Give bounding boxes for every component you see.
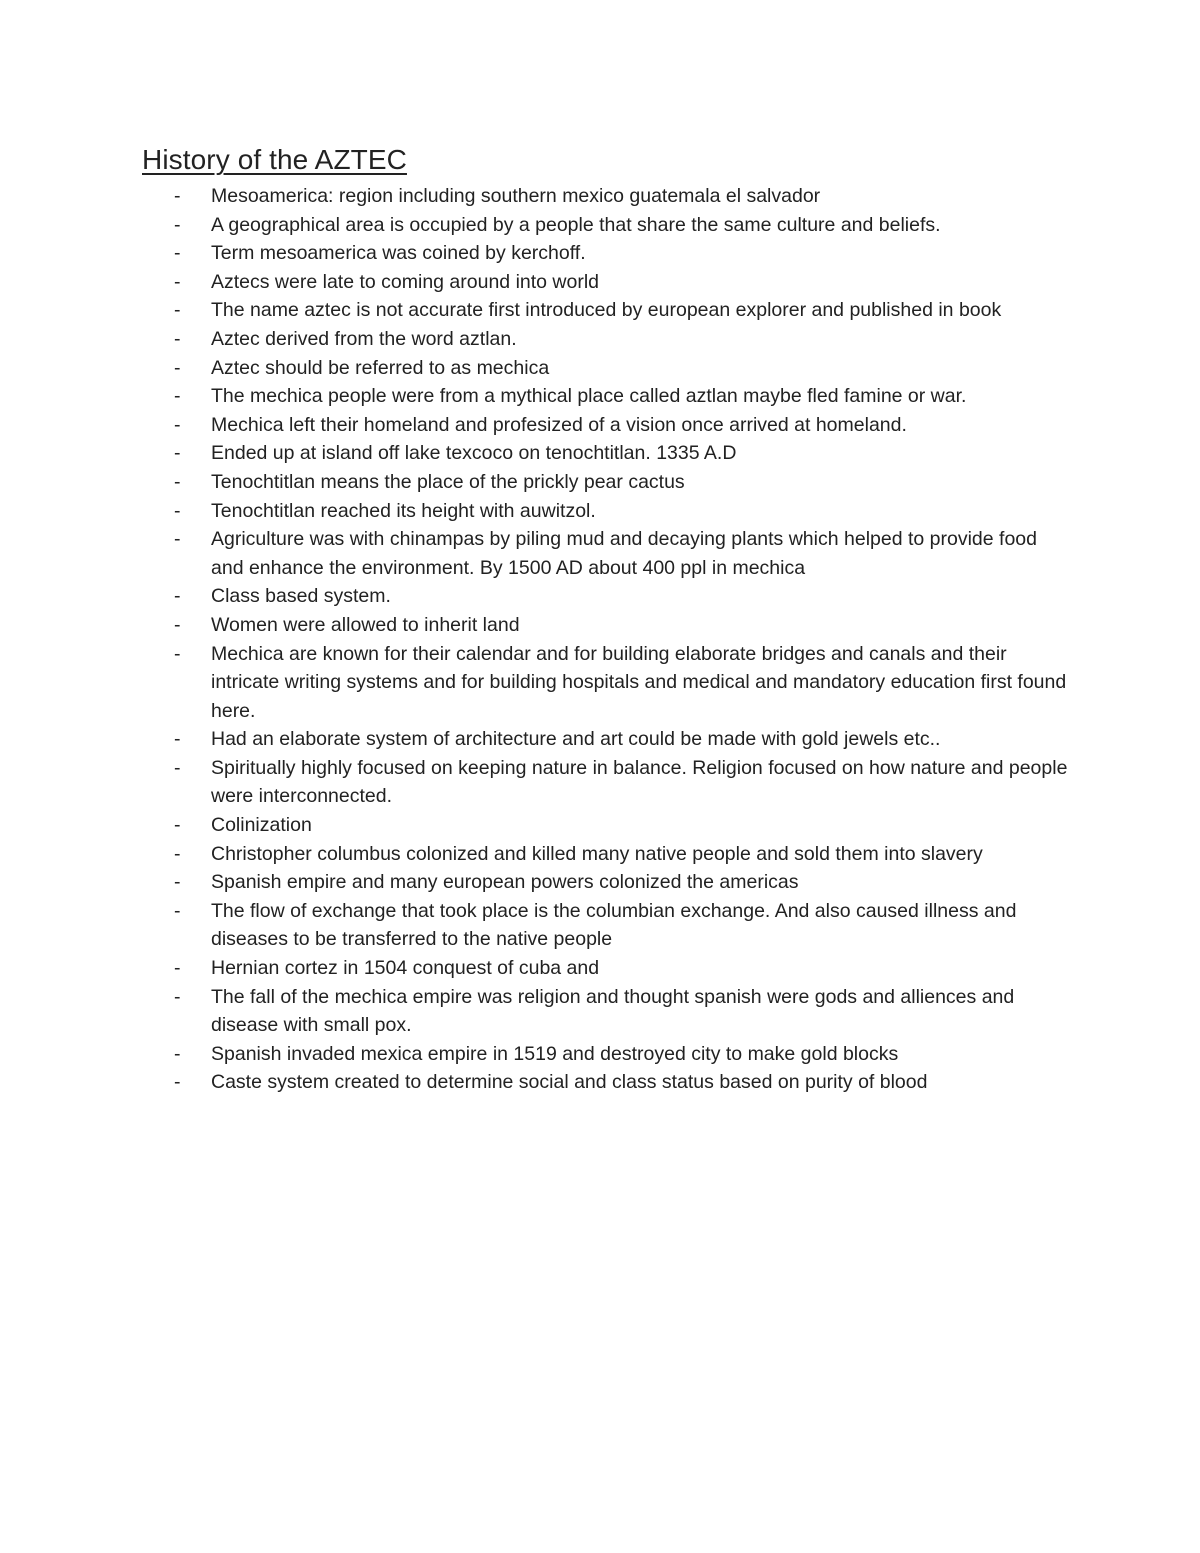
- bullet-dash: -: [174, 871, 181, 894]
- list-item-text: A geographical area is occupied by a people that share the same culture and beliefs.: [211, 213, 941, 236]
- list-item-text: Colinization: [211, 814, 312, 837]
- list-item-text: Christopher columbus colonized and killed many native people and sold them into slavery: [211, 842, 983, 865]
- list-item: [142, 725, 1072, 754]
- list-item-text: Term mesoamerica was coined by kerchoff.: [211, 242, 586, 265]
- list-item: [142, 325, 1072, 354]
- list-item-text: Caste system created to determine social and class status based on purity of blood: [211, 1071, 928, 1094]
- bullet-dash: -: [174, 270, 181, 293]
- list-item: [142, 1040, 1072, 1069]
- bullet-dash: -: [174, 528, 181, 551]
- bullet-dash: -: [174, 299, 181, 322]
- list-item-text: Tenochtitlan reached its height with auwitzol.: [211, 499, 596, 522]
- bullet-dash: -: [174, 613, 181, 636]
- bullet-dash: -: [174, 1042, 181, 1065]
- list-item-text: Women were allowed to inherit land: [211, 613, 520, 636]
- list-item-text: The name aztec is not accurate first introduced by european explorer and published in book: [211, 299, 1002, 322]
- bullet-dash: -: [174, 356, 181, 379]
- list-item-text: Aztec should be referred to as mechica: [211, 356, 550, 379]
- bullet-dash: -: [174, 957, 181, 980]
- list-item: [142, 897, 1072, 954]
- list-item-text: Spanish invaded mexica empire in 1519 and destroyed city to make gold blocks: [211, 1042, 899, 1065]
- notes-list: [142, 182, 1072, 1097]
- list-item-text: Tenochtitlan means the place of the prickly pear cactus: [211, 470, 685, 493]
- list-item: [142, 582, 1072, 611]
- list-item: [142, 382, 1072, 411]
- bullet-dash: -: [174, 728, 181, 751]
- list-item: [142, 754, 1072, 811]
- bullet-dash: -: [174, 585, 181, 608]
- list-item-text: Spanish empire and many european powers colonized the americas: [211, 871, 799, 894]
- bullet-dash: -: [174, 185, 181, 207]
- list-item: [142, 840, 1072, 869]
- bullet-dash: -: [174, 242, 181, 265]
- list-item: [142, 296, 1072, 325]
- list-item-text: Had an elaborate system of architecture and art could be made with gold jewels etc..: [211, 728, 941, 751]
- bullet-dash: -: [174, 385, 181, 408]
- list-item-text: Mechica left their homeland and profesized of a vision once arrived at homeland.: [211, 413, 907, 436]
- list-item-text: Hernian cortez in 1504 conquest of cuba and: [211, 957, 600, 980]
- list-item-text: Mechica are known for their calendar and for building elaborate bridges and canals and their intricate writing systems and for building hospitals and medical and mandatory education first found here.: [211, 642, 1067, 722]
- list-item-text: Aztec derived from the word aztlan.: [211, 327, 517, 350]
- bullet-dash: -: [174, 213, 181, 236]
- list-item-text: The fall of the mechica empire was religion and thought spanish were gods and alliences and disease with small pox.: [211, 985, 1015, 1037]
- bullet-dash: -: [174, 413, 181, 436]
- list-item-text: Mesoamerica: region including southern mexico guatemala el salvador: [211, 185, 821, 207]
- list-item: [142, 954, 1072, 983]
- list-item: [142, 1068, 1072, 1097]
- list-item: [142, 211, 1072, 240]
- list-item: [142, 239, 1072, 268]
- list-item: [142, 354, 1072, 383]
- list-item: [142, 868, 1072, 897]
- list-item-text: The mechica people were from a mythical place called aztlan maybe fled famine or war.: [211, 385, 967, 408]
- bullet-dash: -: [174, 842, 181, 865]
- bullet-dash: -: [174, 814, 181, 837]
- list-item: [142, 497, 1072, 526]
- list-item: [142, 611, 1072, 640]
- list-item-text: The flow of exchange that took place is the columbian exchange. And also caused illness and diseases to be transferred to the native people: [211, 899, 1017, 951]
- list-item-text: Aztecs were late to coming around into world: [211, 270, 600, 293]
- document-title: History of the AZTEC: [142, 144, 407, 175]
- bullet-dash: -: [174, 899, 181, 922]
- list-item-text: Agriculture was with chinampas by piling mud and decaying plants which helped to provide food and enhance the environment. By 1500 AD about 400 ppl in mechica: [211, 528, 1037, 579]
- bullet-dash: -: [174, 1071, 181, 1094]
- bullet-dash: -: [174, 442, 181, 465]
- list-item-text: Ended up at island off lake texcoco on tenochtitlan. 1335 A.D: [211, 442, 737, 465]
- list-item-text: Spiritually highly focused on keeping nature in balance. Religion focused on how nature and people were interconnected.: [211, 756, 1068, 808]
- list-item: [142, 411, 1072, 440]
- bullet-dash: -: [174, 327, 181, 350]
- list-item: [142, 439, 1072, 468]
- list-item: [142, 811, 1072, 840]
- bullet-dash: -: [174, 470, 181, 493]
- list-item: [142, 468, 1072, 497]
- bullet-dash: -: [174, 985, 181, 1008]
- list-item: [142, 525, 1072, 582]
- list-item: [142, 268, 1072, 297]
- bullet-dash: -: [174, 756, 181, 779]
- list-item: [142, 640, 1072, 726]
- bullet-dash: -: [174, 642, 181, 665]
- list-item: [142, 182, 1072, 211]
- list-item-text: Class based system.: [211, 585, 391, 608]
- bullet-dash: -: [174, 499, 181, 522]
- list-item: [142, 983, 1072, 1040]
